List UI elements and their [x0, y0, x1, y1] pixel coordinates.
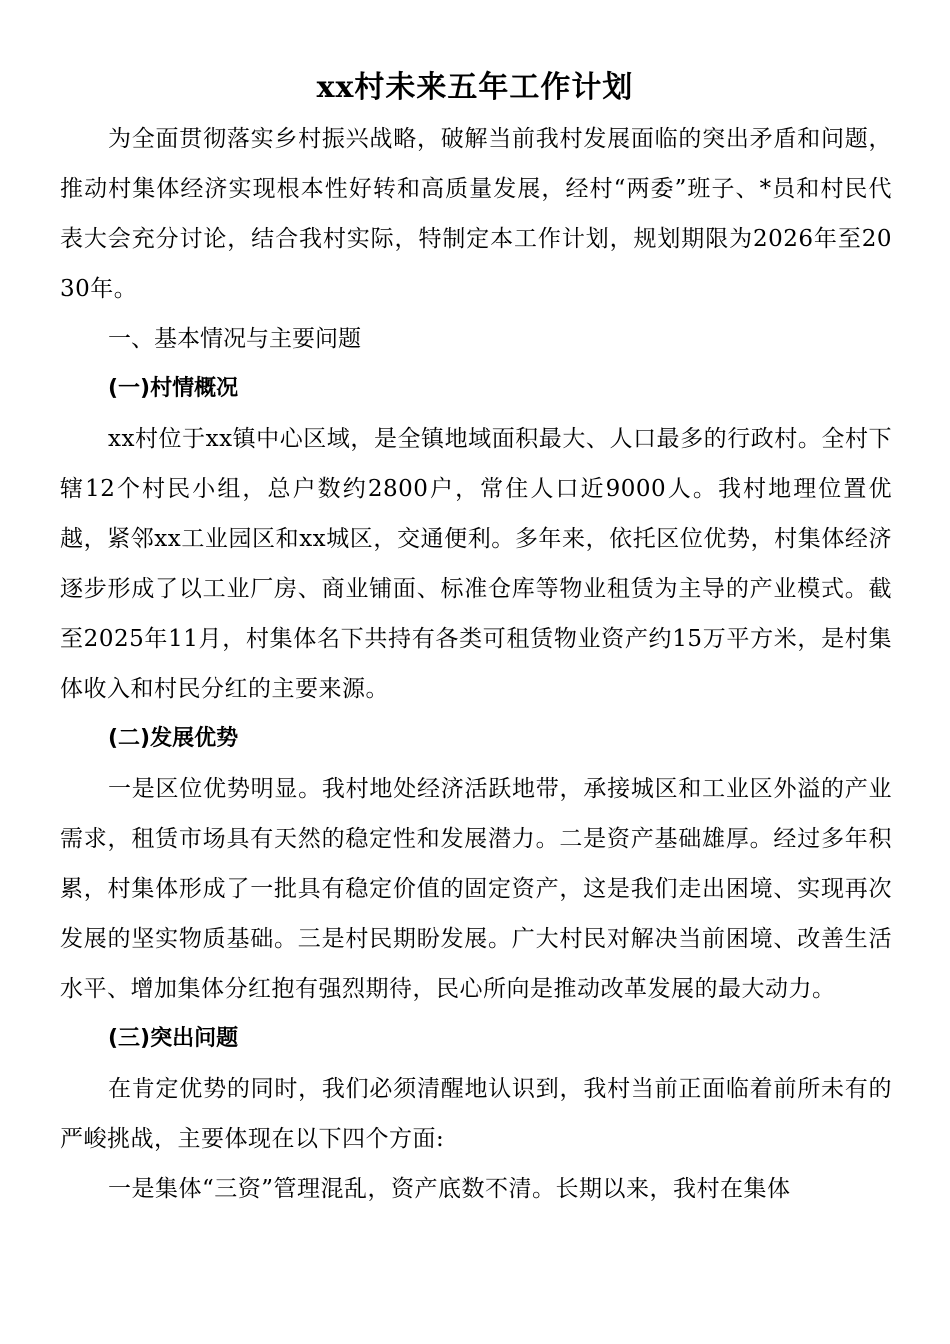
- document-title: xx村未来五年工作计划: [316, 70, 634, 105]
- village-overview-paragraph: xx村位于xx镇中心区域，是全镇地域面积最大、人口最多的行政村。全村下辖12个村民小组，总户数约2800户，常住人口近9000人。我村地理位置优越，紧邻xx工业园区和xx城区，交通便利。多年来，依托区位优势，村集体经济逐步形成了以工业厂房、商业铺面、标准仓库等物业租赁为主导的产业模式。截至2025年11月，村集体名下共持有各类可租赁物业资产约15万平方米，是村集体收入和村民分红的主要来源。: [60, 426, 892, 702]
- section-heading-basic-info: 一、基本情况与主要问题: [108, 326, 361, 352]
- document-body: [60, 114, 892, 1214]
- problem-item-1-paragraph: 一是集体“三资”管理混乱，资产底数不清。长期以来，我村在集体: [108, 1176, 791, 1202]
- intro-paragraph: 为全面贯彻落实乡村振兴战略，破解当前我村发展面临的突出矛盾和问题，推动村集体经济实现根本性好转和高质量发展，经村“两委”班子、*员和村民代表大会充分讨论，结合我村实际，特制定本工作计划，规划期限为2026年至2030年。: [60, 126, 892, 302]
- subsection-heading-problems: (三)突出问题: [108, 1026, 239, 1051]
- advantages-paragraph: 一是区位优势明显。我村地处经济活跃地带，承接城区和工业区外溢的产业需求，租赁市场具有天然的稳定性和发展潜力。二是资产基础雄厚。经过多年积累，村集体形成了一批具有稳定价值的固定资产，这是我们走出困境、实现再次发展的坚实物质基础。三是村民期盼发展。广大村民对解决当前困境、改善生活水平、增加集体分红抱有强烈期待，民心所向是推动改革发展的最大动力。: [60, 776, 892, 1002]
- subsection-heading-village-overview: (一)村情概况: [108, 376, 239, 401]
- problems-intro-paragraph: 在肯定优势的同时，我们必须清醒地认识到，我村当前正面临着前所未有的严峻挑战，主要体现在以下四个方面:: [60, 1076, 892, 1152]
- subsection-heading-advantages: (二)发展优势: [108, 726, 239, 751]
